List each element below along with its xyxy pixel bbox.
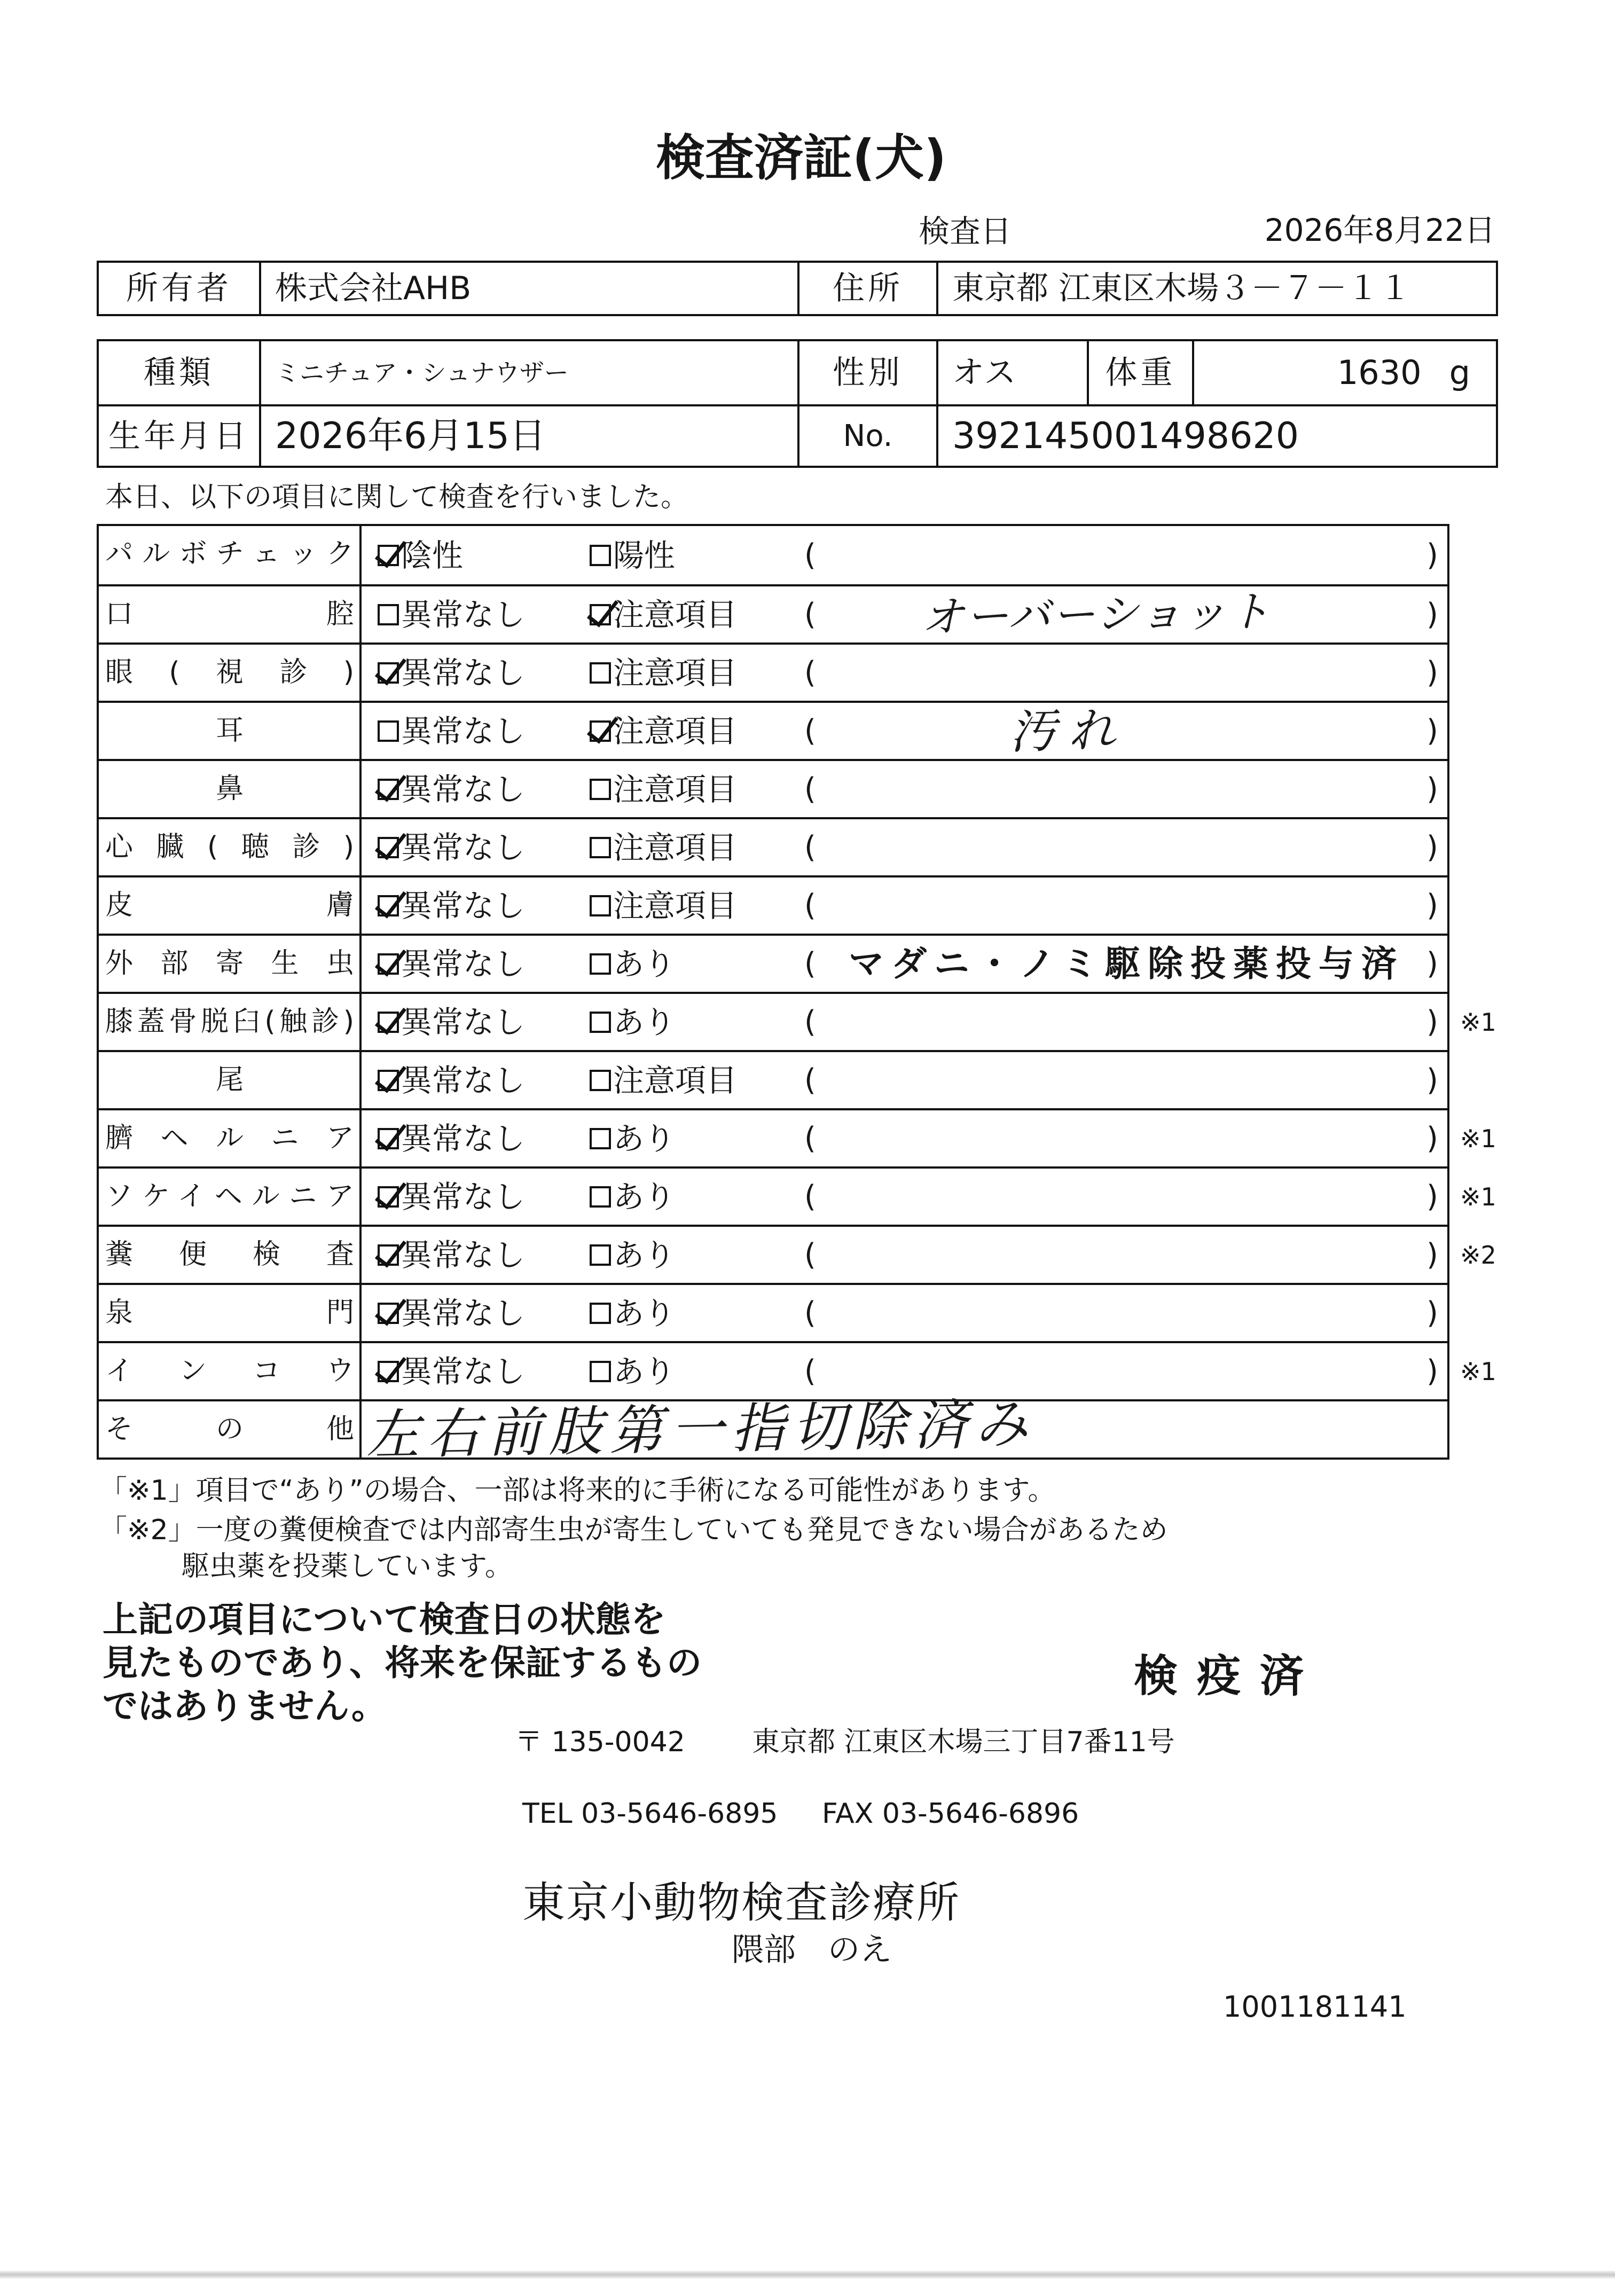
option-attention-item[interactable]	[590, 1052, 737, 1108]
note-open-paren: (	[804, 1295, 816, 1330]
note-close-paren: )	[1426, 829, 1438, 865]
breed-value: ミニチュア・シュナウザー	[261, 341, 799, 404]
option-label: 異常なし	[401, 1062, 526, 1099]
check-row-larynx	[99, 1341, 1496, 1399]
checkbox[interactable]	[378, 1186, 399, 1208]
option-attention-item[interactable]	[590, 645, 737, 701]
option-no-abnormality[interactable]	[378, 1285, 525, 1341]
check-row-fecal-exam	[99, 1225, 1496, 1283]
note-open-paren: (	[804, 597, 816, 632]
note-close-paren: )	[1426, 1062, 1438, 1098]
check-item-label: 口腔	[99, 586, 362, 642]
check-row-nose	[99, 759, 1447, 817]
option-label: あり	[613, 1004, 676, 1040]
checkbox[interactable]	[590, 1012, 611, 1033]
note-open-paren: (	[804, 829, 816, 865]
clinic-tel: TEL 03-5646-6895	[522, 1798, 778, 1830]
checkbox[interactable]	[378, 720, 399, 742]
check-row-oral	[99, 584, 1447, 642]
handwritten-note: オーバーショット	[921, 586, 1273, 642]
weight-value: 1630	[1337, 353, 1422, 392]
option-no-abnormality[interactable]	[378, 994, 525, 1050]
note-close-paren: )	[1426, 1237, 1438, 1272]
checkbox[interactable]	[590, 895, 611, 916]
checkbox[interactable]	[378, 953, 399, 975]
birthdate-value: 2026年6月15日	[261, 406, 799, 466]
checkbox[interactable]	[378, 1244, 399, 1266]
weight-label: 体重	[1089, 341, 1194, 404]
option-label: 注意項目	[613, 712, 738, 749]
option-present[interactable]	[590, 994, 675, 1050]
note-open-paren: (	[804, 771, 816, 806]
note-open-paren: (	[804, 1004, 816, 1039]
owner-table	[97, 261, 1498, 316]
option-label: あり	[613, 1236, 676, 1273]
option-label: 陽性	[613, 537, 676, 574]
note-close-paren: )	[1426, 946, 1438, 981]
option-no-abnormality[interactable]	[378, 761, 525, 817]
option-label: 異常なし	[401, 654, 526, 691]
check-item-label: 耳	[99, 703, 362, 759]
checkbox[interactable]	[590, 662, 611, 684]
disclaimer-line: 上記の項目について検査日の状態を	[103, 1599, 666, 1640]
checkbox[interactable]	[378, 545, 399, 566]
checkbox[interactable]	[590, 779, 611, 800]
option-attention-item[interactable]	[590, 586, 737, 642]
number-label: No.	[799, 406, 938, 466]
option-label: 注意項目	[613, 829, 738, 866]
checkbox[interactable]	[378, 1070, 399, 1091]
check-item-label: 外部寄生虫	[99, 936, 362, 992]
option-label: 異常なし	[401, 596, 526, 633]
check-item-label: 糞便検査	[99, 1227, 362, 1283]
option-present[interactable]	[590, 1343, 675, 1399]
checkbox[interactable]	[590, 545, 611, 566]
footnote-mark: ※1	[1460, 1357, 1496, 1386]
checkbox[interactable]	[590, 953, 611, 975]
note-open-paren: (	[804, 946, 816, 981]
check-item-label: 尾	[99, 1052, 362, 1108]
intro-text: 本日、以下の項目に関して検査を行いました。	[105, 481, 689, 513]
checkbox[interactable]	[590, 1128, 611, 1149]
option-label: 異常なし	[401, 1004, 526, 1040]
option-label: 異常なし	[401, 1178, 526, 1215]
option-no-abnormality[interactable]	[378, 1110, 525, 1166]
option-label: 異常なし	[401, 887, 526, 924]
option-label: 異常なし	[401, 1120, 526, 1157]
footnote-1: 「※1」項目で“あり”の場合、一部は将来的に手術になる可能性があります。	[99, 1475, 1056, 1507]
check-row-fontanelle	[99, 1283, 1447, 1341]
check-item-label: 鼻	[99, 761, 362, 817]
note-close-paren: )	[1426, 597, 1438, 632]
option-no-abnormality[interactable]	[378, 1052, 525, 1108]
owner-value: 株式会社AHB	[261, 263, 799, 314]
note-open-paren: (	[804, 1179, 816, 1214]
check-item-label: インコウ	[99, 1343, 362, 1399]
note-close-paren: )	[1426, 537, 1438, 573]
check-row-external-parasites	[99, 934, 1447, 992]
treatment-note: マダニ・ノミ駆除投薬投与済	[849, 943, 1404, 984]
option-attention-item[interactable]	[590, 877, 737, 934]
note-close-paren: )	[1426, 1295, 1438, 1330]
note-close-paren: )	[1426, 771, 1438, 806]
checkbox[interactable]	[590, 604, 611, 625]
checkbox[interactable]	[378, 1128, 399, 1149]
check-row-eyes	[99, 642, 1447, 701]
option-label: 注意項目	[613, 596, 738, 633]
sex-label: 性別	[799, 341, 938, 404]
clinic-address: 東京都 江東区木場三丁目7番11号	[752, 1726, 1175, 1758]
option-no-abnormality[interactable]	[378, 1169, 525, 1225]
option-label: あり	[613, 1295, 676, 1331]
option-label: 異常なし	[401, 945, 526, 982]
check-row-heart	[99, 817, 1447, 875]
checkbox[interactable]	[590, 1244, 611, 1266]
option-label: あり	[613, 945, 676, 982]
address-label: 住所	[799, 263, 938, 314]
check-item-label: パルボチェック	[99, 526, 362, 584]
option-present[interactable]	[590, 1227, 675, 1283]
option-no-abnormality[interactable]	[378, 645, 525, 701]
option-label: 陰性	[401, 537, 464, 574]
note-open-paren: (	[804, 1062, 816, 1098]
option-label: 注意項目	[613, 654, 738, 691]
note-open-paren: (	[804, 1120, 816, 1156]
check-row-parvo	[99, 526, 1447, 584]
option-label: あり	[613, 1178, 676, 1215]
option-attention-item[interactable]	[590, 761, 737, 817]
check-item-label: 眼(視診)	[99, 645, 362, 701]
owner-label: 所有者	[99, 263, 261, 314]
note-open-paren: (	[804, 537, 816, 573]
checkbox[interactable]	[378, 895, 399, 916]
note-close-paren: )	[1426, 655, 1438, 690]
check-row-inguinal-hernia	[99, 1166, 1496, 1225]
option-present[interactable]	[590, 1169, 675, 1225]
scan-edge-line	[0, 2271, 1615, 2278]
option-attention-item[interactable]	[590, 819, 737, 875]
clinic-postal-code: 〒 135-0042	[515, 1726, 685, 1758]
option-label: 注意項目	[613, 887, 738, 924]
note-open-paren: (	[804, 655, 816, 690]
checkbox[interactable]	[590, 1186, 611, 1208]
checkbox[interactable]	[590, 720, 611, 742]
check-item-label: 臍ヘルニア	[99, 1110, 362, 1166]
weight-cell	[1194, 341, 1496, 404]
note-open-paren: (	[804, 1237, 816, 1272]
inspection-date-label: 検査日	[919, 213, 1012, 249]
option-label: 異常なし	[401, 1295, 526, 1331]
check-item-label: その他	[99, 1401, 362, 1457]
option-no-abnormality[interactable]	[378, 819, 525, 875]
option-no-abnormality[interactable]	[378, 1227, 525, 1283]
check-row-other	[99, 1392, 1447, 1467]
option-positive[interactable]	[590, 526, 675, 584]
disclaimer-line: ではありません。	[103, 1686, 387, 1727]
option-no-abnormality[interactable]	[378, 936, 525, 992]
clinic-name: 東京小動物検査診療所	[522, 1878, 960, 1927]
note-open-paren: (	[804, 713, 816, 748]
sex-value: オス	[938, 341, 1089, 404]
animal-table	[97, 339, 1498, 468]
note-close-paren: )	[1426, 888, 1438, 923]
option-label: 異常なし	[401, 1236, 526, 1273]
check-row-ears	[99, 701, 1447, 759]
breed-label: 種類	[99, 341, 261, 404]
check-item-label: 心臓(聴診)	[99, 819, 362, 875]
address-value: 東京都 江東区木場３－７－１１	[952, 270, 1412, 307]
note-open-paren: (	[804, 888, 816, 923]
option-present[interactable]	[590, 1110, 675, 1166]
footnote-mark: ※1	[1460, 1182, 1496, 1211]
check-row-patella	[99, 992, 1496, 1050]
handwritten-note: 汚れ	[1009, 702, 1127, 759]
checkbox[interactable]	[378, 779, 399, 800]
disclaimer	[103, 1598, 702, 1728]
check-item-label: ソケイヘルニア	[99, 1169, 362, 1225]
checkbox[interactable]	[590, 837, 611, 858]
check-item-label: 膝蓋骨脱臼(触診)	[99, 994, 362, 1050]
checkbox[interactable]	[378, 1361, 399, 1382]
note-close-paren: )	[1426, 1179, 1438, 1214]
option-no-abnormality[interactable]	[378, 586, 525, 642]
checkbox[interactable]	[590, 1361, 611, 1382]
animal-row-birth	[99, 404, 1496, 466]
note-open-paren: (	[804, 1353, 816, 1389]
option-label: 注意項目	[613, 771, 738, 808]
inspection-date: 2026年8月22日	[1264, 212, 1495, 248]
option-no-abnormality[interactable]	[378, 703, 525, 759]
birthdate-label: 生年月日	[99, 406, 261, 466]
option-no-abnormality[interactable]	[378, 1343, 525, 1399]
option-present[interactable]	[590, 1285, 675, 1341]
footnote-2-continued: 駆虫薬を投薬しています。	[182, 1550, 513, 1582]
checkbox[interactable]	[378, 1012, 399, 1033]
footnote-mark: ※2	[1460, 1240, 1496, 1270]
inspection-table	[97, 524, 1496, 1467]
check-item-label: 泉門	[99, 1285, 362, 1341]
footnote-2: 「※2」一度の糞便検査では内部寄生虫が寄生していても発見できない場合があるため	[99, 1514, 1168, 1546]
option-attention-item[interactable]	[590, 703, 737, 759]
note-close-paren: )	[1426, 713, 1438, 748]
footnote-mark: ※1	[1460, 1124, 1496, 1153]
note-close-paren: )	[1426, 1353, 1438, 1389]
checkbox[interactable]	[378, 1303, 399, 1324]
check-item-label: 皮膚	[99, 877, 362, 934]
note-close-paren: )	[1426, 1120, 1438, 1156]
quarantine-done-label: 検疫済	[1134, 1651, 1323, 1702]
checkbox[interactable]	[378, 837, 399, 858]
option-label: 異常なし	[401, 771, 526, 808]
option-no-abnormality[interactable]	[378, 877, 525, 934]
checkbox[interactable]	[590, 1070, 611, 1091]
check-row-tail	[99, 1050, 1447, 1108]
number-value: 392145001498620	[952, 414, 1299, 457]
check-row-umbilical-hernia	[99, 1108, 1496, 1166]
option-label: あり	[613, 1120, 676, 1157]
document-title: 検査済証(犬)	[655, 129, 947, 186]
weight-unit: g	[1449, 353, 1470, 392]
option-present[interactable]	[590, 936, 675, 992]
option-label: 注意項目	[613, 1062, 738, 1099]
checkbox[interactable]	[378, 662, 399, 684]
option-label: 異常なし	[401, 1353, 526, 1390]
handwritten-note: 左右前肢第一指切除済み	[365, 1392, 1036, 1467]
option-negative[interactable]	[378, 526, 463, 584]
clinic-fax: FAX 03-5646-6896	[822, 1798, 1079, 1830]
animal-row-breed	[99, 341, 1496, 404]
checkbox[interactable]	[590, 1303, 611, 1324]
document-id: 1001181141	[1223, 1990, 1407, 2024]
footnote-mark: ※1	[1460, 1007, 1496, 1037]
check-row-skin	[99, 875, 1447, 934]
clinic-person: 隈部 のえ	[732, 1931, 892, 1969]
option-label: あり	[613, 1353, 676, 1390]
option-label: 異常なし	[401, 829, 526, 866]
note-close-paren: )	[1426, 1004, 1438, 1039]
option-label: 異常なし	[401, 712, 526, 749]
checkbox[interactable]	[378, 604, 399, 625]
disclaimer-line: 見たものであり、将来を保証するもの	[103, 1642, 702, 1683]
